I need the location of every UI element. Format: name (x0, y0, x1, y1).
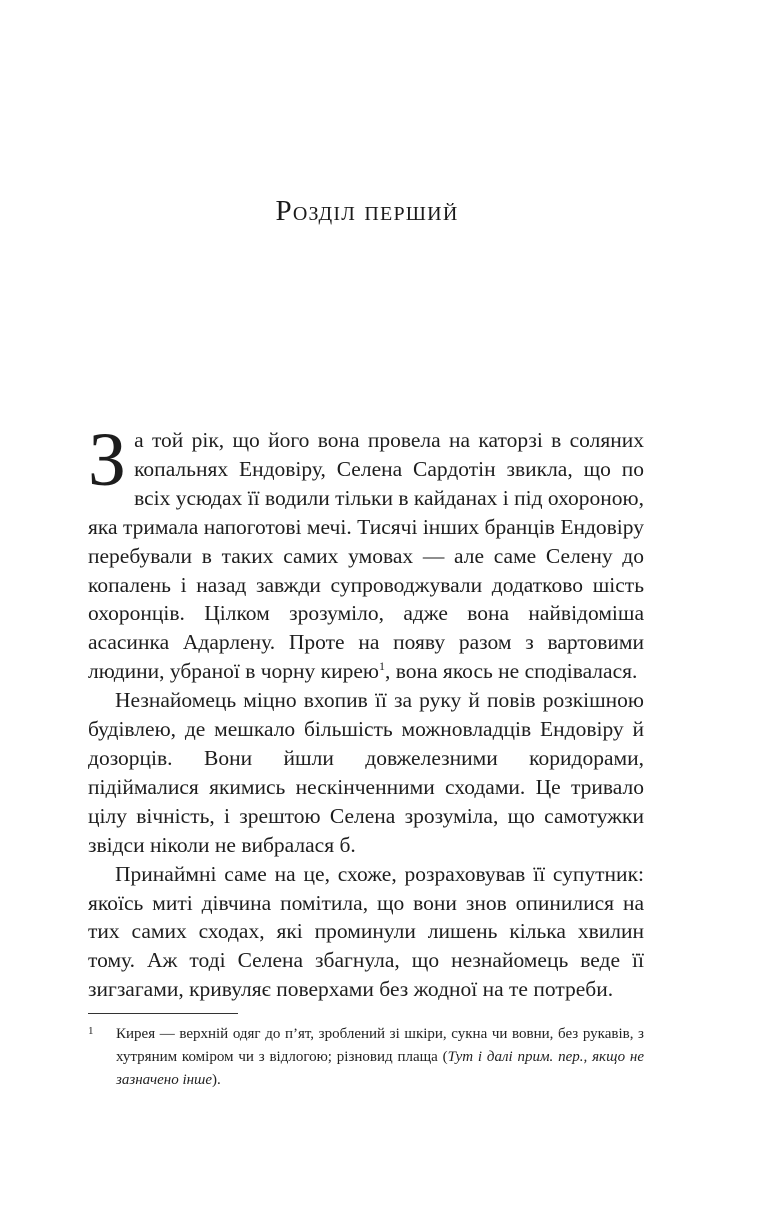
paragraph-1-text: а той рік, що його вона провела на каторзі в соляних копальнях Ендовіру, Селена Сардотін звикла, що по всіх усюдах її водили тільки в кайданах і під охороною, яка тримала напоготові мечі. Тисячі інших бранців Ендовіру перебували в таких самих умовах — але саме Селену до копалень і назад завжди супроводжували додатково шість охоронців. Цілком зрозуміло, адже вона найвідоміша асасинка Адарлену. Проте на появу разом з вартовими людини, убраної в чорну кирею (88, 428, 644, 684)
footnote-divider (88, 1013, 238, 1014)
footnote-text (116, 1023, 644, 1092)
footnote-reference[interactable]: 1 (379, 659, 385, 674)
chapter-title: Розділ перший (275, 195, 459, 227)
footnote (88, 1023, 644, 1092)
drop-cap: З (88, 418, 127, 502)
footnote-number: 1 (88, 1025, 94, 1037)
footnote-close: ). (212, 1072, 221, 1088)
paragraph-1 (88, 418, 644, 686)
footnote-main: Кирея — верхній одяг до п’ят, зроблений зі шкіри, сукна чи вовни, без рукавів, з хутряним коміром чи з відлогою; різновид плаща ( (116, 1026, 644, 1065)
paragraph-3: Принаймні саме на це, схоже, розраховував її супутник: якоїсь миті дівчина помітила, що вони знов опинилися на тих самих сходах, які проминули лишень кілька хвилин тому. Аж тоді Селена збагнула, що незнайомець веде її зигзагами, кривуляє поверхами без жодної на те потреби. (88, 861, 644, 1002)
body-text (88, 418, 644, 1004)
paragraph-2: Незнайомець міцно вхопив її за руку й повів розкішною будівлею, де мешкало більшість можновладців Ендовіру й дозорців. Вони йшли довжелезними коридорами, підіймалися якимись нескінченними сходами. Це тривало цілу вічність, і зрештою Селена зрозуміла, що самотужки звідси ніколи не вибралася б. (88, 688, 644, 857)
footnote-italic: Тут і далі прим. пер., якщо не зазначено інше (116, 1049, 644, 1088)
paragraph-1-end: , вона якось не сподівалася. (385, 659, 638, 684)
